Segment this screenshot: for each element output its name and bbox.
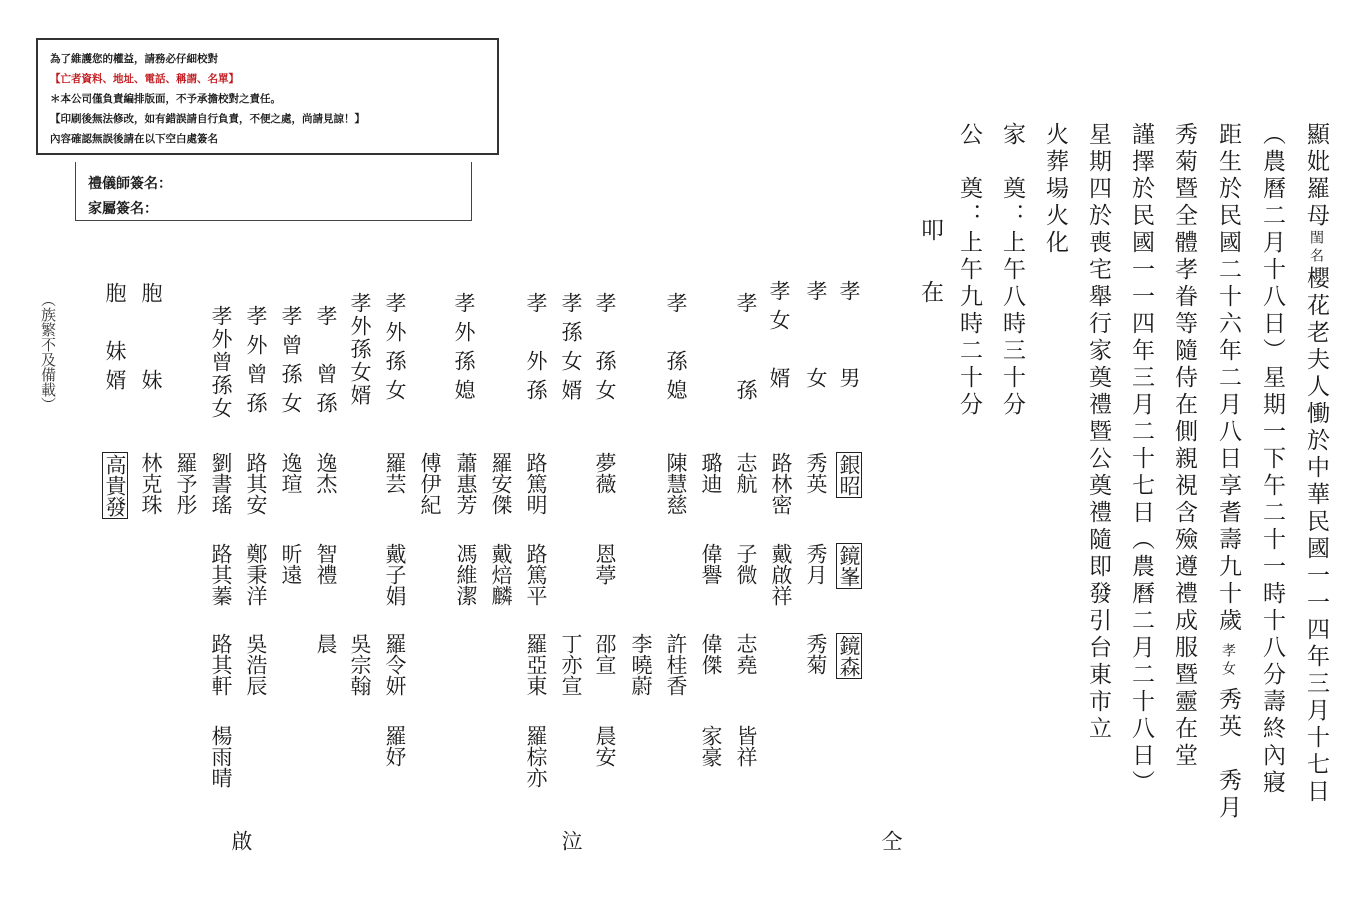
closing-kou: 叩 bbox=[917, 218, 943, 245]
footnote: （族繁不及備載） bbox=[39, 292, 57, 412]
relative-name: 陳慧慈 bbox=[664, 452, 688, 515]
relative-name: 戴焙麟 bbox=[489, 543, 513, 606]
relative-label-outer-great-grandson: 孝外曾孫 bbox=[244, 305, 268, 421]
relative-label-daughter: 孝 女 bbox=[804, 280, 828, 396]
relative-name: 志航 bbox=[734, 452, 758, 494]
relative-label-younger-sister: 胞 妹 bbox=[139, 282, 163, 398]
relative-label-granddaughter-husband: 孝孫女婿 bbox=[559, 292, 583, 408]
closing-quan: 仝 bbox=[879, 830, 903, 851]
announcement-line-7: 火葬場火化 bbox=[1042, 122, 1068, 257]
relative-name: 逸杰 bbox=[314, 452, 338, 494]
relative-name: 夢薇 bbox=[593, 452, 617, 494]
relative-name: 家豪 bbox=[699, 725, 723, 767]
relative-name: 許桂香 bbox=[664, 633, 688, 696]
family-signature-field[interactable]: 家屬簽名： bbox=[88, 201, 158, 217]
relative-name: 劉書瑤 bbox=[209, 452, 233, 515]
relative-label-great-grandson: 孝 曾孫 bbox=[314, 305, 338, 421]
relative-name-boxed: 鏡森 bbox=[837, 635, 861, 677]
notice-line: 為了維護您的權益，請務必仔細校對 bbox=[50, 53, 218, 65]
relative-name: 偉傑 bbox=[699, 633, 723, 675]
relative-name bbox=[104, 452, 125, 519]
announcement-text: 距生於民國二十六年二月八日享耆壽九十歲 bbox=[1215, 122, 1241, 635]
relative-name: 羅妤 bbox=[383, 725, 407, 767]
relative-name: 羅芸 bbox=[383, 452, 407, 494]
closing-qi: 泣 bbox=[559, 830, 583, 851]
signature-box bbox=[75, 162, 472, 221]
relative-name: 戴子娟 bbox=[383, 543, 407, 606]
announcement-line-6: 星期四於喪宅舉行家奠禮暨公奠禮隨即發引台東市立 bbox=[1085, 122, 1111, 743]
relative-name: 林克珠 bbox=[139, 452, 163, 515]
relative-name: 吳宗翰 bbox=[348, 633, 372, 696]
relative-name: 羅亞東 bbox=[524, 633, 548, 696]
relative-name: 恩葶 bbox=[593, 543, 617, 585]
relative-name: 羅予彤 bbox=[174, 452, 198, 515]
relative-name: 晨 bbox=[314, 633, 338, 654]
relative-label-great-granddaughter: 孝曾孫女 bbox=[279, 305, 303, 421]
relative-name: 戴啟祥 bbox=[769, 543, 793, 606]
relative-name bbox=[838, 543, 859, 589]
relative-name: 李曉蔚 bbox=[629, 633, 653, 696]
notice-line: 內容確認無誤後請在以下空白處簽名 bbox=[50, 133, 218, 145]
relative-name-boxed: 銀昭 bbox=[837, 454, 861, 496]
relative-label-younger-sister-husband: 胞 妹婿 bbox=[103, 282, 127, 398]
relative-name: 昕遠 bbox=[279, 543, 303, 585]
relative-label-grandson: 孝 孫 bbox=[734, 292, 758, 408]
announcement-small-note: 孝女 bbox=[1220, 643, 1236, 679]
relative-name: 丁亦宣 bbox=[559, 633, 583, 696]
closing-zai: 在 bbox=[917, 280, 943, 307]
relative-label-granddaughter: 孝 孫女 bbox=[593, 292, 617, 408]
relative-name: 逸瑄 bbox=[279, 452, 303, 494]
relative-name-boxed: 高貴發 bbox=[103, 454, 127, 517]
relative-name: 秀菊 bbox=[804, 633, 828, 675]
notice-line-highlight: 【亡者資料、地址、電話、稱謂、名單】 bbox=[50, 73, 239, 85]
announcement-line-4: 秀菊暨全體孝眷等隨侍在側親視含殮遵禮成服暨靈在堂 bbox=[1171, 122, 1197, 770]
relative-name: 晨安 bbox=[593, 725, 617, 767]
relative-label-son-in-law: 孝女 婿 bbox=[767, 280, 791, 396]
relative-name: 路其軒 bbox=[209, 633, 233, 696]
relative-name-boxed: 鏡峯 bbox=[837, 545, 861, 587]
relative-name: 羅棕亦 bbox=[524, 725, 548, 788]
relative-label-son: 孝 男 bbox=[837, 280, 861, 396]
relative-label-outer-grandson-wife: 孝外孫媳 bbox=[452, 292, 476, 408]
relative-name: 邵宣 bbox=[593, 633, 617, 675]
relative-name: 吳浩辰 bbox=[244, 633, 268, 696]
relative-name bbox=[838, 633, 859, 679]
relative-name: 皆祥 bbox=[734, 725, 758, 767]
relative-name: 路篤明 bbox=[524, 452, 548, 515]
relative-name: 偉譽 bbox=[699, 543, 723, 585]
notice-line: 【印刷後無法修改，如有錯誤請自行負責，不便之處，尚請見諒！】 bbox=[50, 113, 365, 125]
announcement-text: 顯妣羅母 bbox=[1303, 122, 1329, 230]
officiant-signature-field[interactable]: 禮儀師簽名： bbox=[88, 176, 172, 192]
proofread-notice bbox=[36, 38, 499, 155]
announcement-line-3 bbox=[1216, 122, 1239, 822]
announcement-small-note: 閨名 bbox=[1308, 230, 1324, 266]
relative-name: 路篤平 bbox=[524, 543, 548, 606]
relative-label-outer-granddaughter-husband: 孝外孫女婿 bbox=[348, 292, 372, 407]
notice-line: ＊本公司僅負責編排版面，不予承擔校對之責任。 bbox=[50, 93, 281, 105]
announcement-line-1 bbox=[1304, 122, 1327, 806]
relative-name: 子微 bbox=[734, 543, 758, 585]
closing-qi2: 啟 bbox=[229, 830, 253, 851]
relative-name: 路林密 bbox=[769, 452, 793, 515]
announcement-line-2: （農曆二月十八日）星期一下午二十一時十八分壽終內寢 bbox=[1259, 122, 1285, 797]
relative-name: 馮維潔 bbox=[454, 543, 478, 606]
relative-name: 鄭秉洋 bbox=[244, 543, 268, 606]
announcement-line-5: 謹擇於民國一一四年三月二十七日（農曆二月二十八日） bbox=[1128, 122, 1154, 797]
relative-name: 楊雨晴 bbox=[209, 725, 233, 788]
relative-label-outer-granddaughter: 孝外孫女 bbox=[383, 292, 407, 408]
announcement-text: 秀英 秀月 bbox=[1215, 687, 1241, 822]
relative-label-outer-great-granddaughter: 孝外曾孫女 bbox=[209, 305, 233, 420]
relative-name: 羅安傑 bbox=[489, 452, 513, 515]
relative-name: 傅伊紀 bbox=[418, 452, 442, 515]
announcement-line-8: 家 奠：上午八時三十分 bbox=[999, 122, 1025, 419]
relative-name: 羅令妍 bbox=[383, 633, 407, 696]
relative-name: 璐迪 bbox=[699, 452, 723, 494]
relative-name: 蕭惠芳 bbox=[454, 452, 478, 515]
relative-name: 志堯 bbox=[734, 633, 758, 675]
relative-name: 路其蓁 bbox=[209, 543, 233, 606]
relative-name bbox=[838, 452, 859, 498]
relative-name: 智禮 bbox=[314, 543, 338, 585]
announcement-text: 櫻花老夫人慟於中華民國一一四年三月十七日 bbox=[1303, 266, 1329, 806]
relative-label-grandson-wife: 孝 孫媳 bbox=[664, 292, 688, 408]
relative-name: 秀英 bbox=[804, 452, 828, 494]
announcement-line-9: 公 奠：上午九時二十分 bbox=[956, 122, 982, 419]
relative-name: 秀月 bbox=[804, 543, 828, 585]
relative-name: 路其安 bbox=[244, 452, 268, 515]
relative-label-outer-grandson: 孝 外孫 bbox=[524, 292, 548, 408]
